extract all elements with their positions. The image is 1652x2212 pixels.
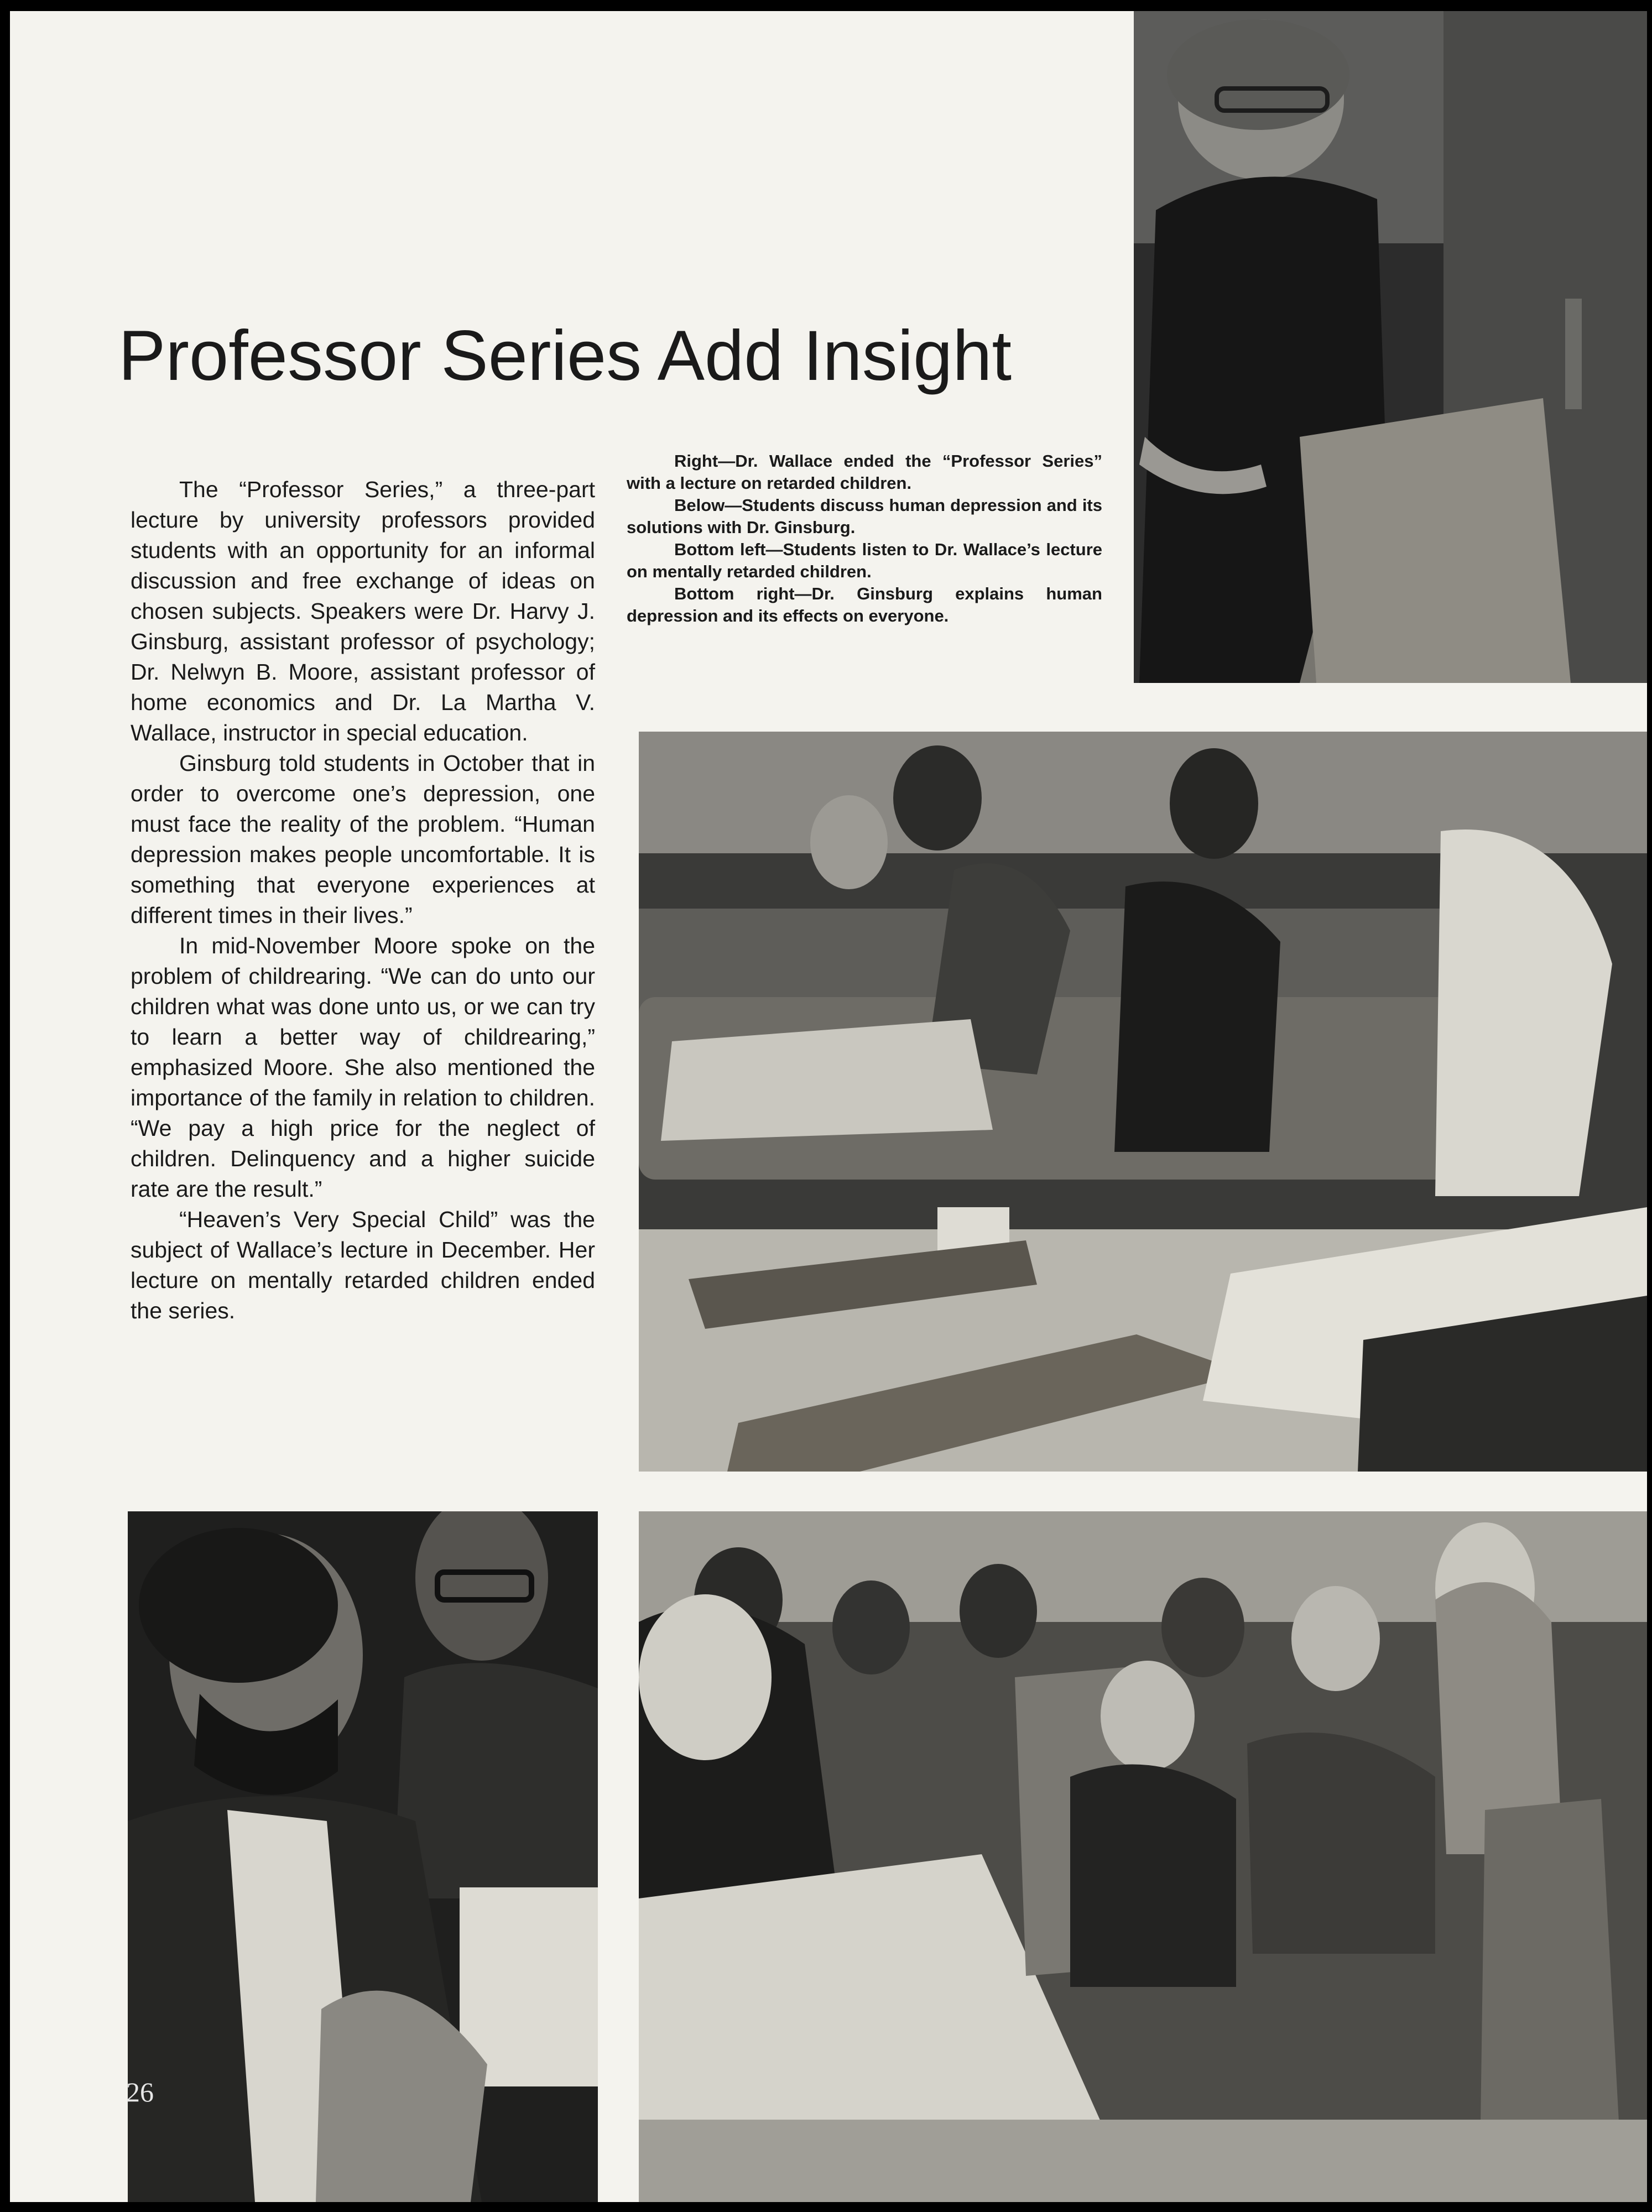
- photo-discussion-group: [639, 732, 1647, 1472]
- page-headline: Professor Series Add Insight: [118, 316, 1012, 395]
- article-paragraph: In mid-November Moore spoke on the problem of childrearing. “We can do unto our children what was done unto us, or we can try to learn a better way of childrearing,” emphasized Moore. She also mentioned the importance of the family in relation to children. “We pay a high price for the neglect of children. Delinquency and a higher suicide rate are the result.”: [131, 933, 595, 1202]
- photo-speaker-at-podium: [1134, 11, 1647, 683]
- article-paragraph: Ginsburg told students in October that in order to overcome one’s depression, one must face the reality of the problem. “Human depression makes people uncomfortable. It is something that everyone experiences at different times in their lives.”: [131, 750, 595, 928]
- caption-bottom-right: Bottom right—Dr. Ginsburg explains human depression and its effects on everyone.: [627, 584, 1102, 625]
- caption-bottom-left: Bottom left—Students listen to Dr. Wallace’s lecture on mentally retarded children.: [627, 540, 1102, 581]
- page-number: 26: [126, 2077, 154, 2107]
- yearbook-page: [10, 11, 1647, 2202]
- article-body: [131, 474, 595, 1326]
- caption-below: Below—Students discuss human depression and its solutions with Dr. Ginsburg.: [627, 495, 1102, 537]
- caption-right: Right—Dr. Wallace ended the “Professor Series” with a lecture on retarded children.: [627, 451, 1102, 493]
- photo-lecture-audience: [639, 1511, 1647, 2202]
- photo-bearded-student: [128, 1511, 598, 2202]
- article-paragraph: The “Professor Series,” a three-part lecture by university professors provided students with an opportunity for an informal discussion and free exchange of ideas on chosen subjects. Speakers were Dr. Harvy J. Ginsburg, assistant professor of psychology; Dr. Nelwyn B. Moore, assistant professor of home economics and Dr. La Martha V. Wallace, instructor in special education.: [131, 477, 595, 745]
- photo-captions: [627, 450, 1102, 627]
- article-paragraph: “Heaven’s Very Special Child” was the subject of Wallace’s lecture in December. Her lecture on mentally retarded children ended the series.: [131, 1207, 595, 1323]
